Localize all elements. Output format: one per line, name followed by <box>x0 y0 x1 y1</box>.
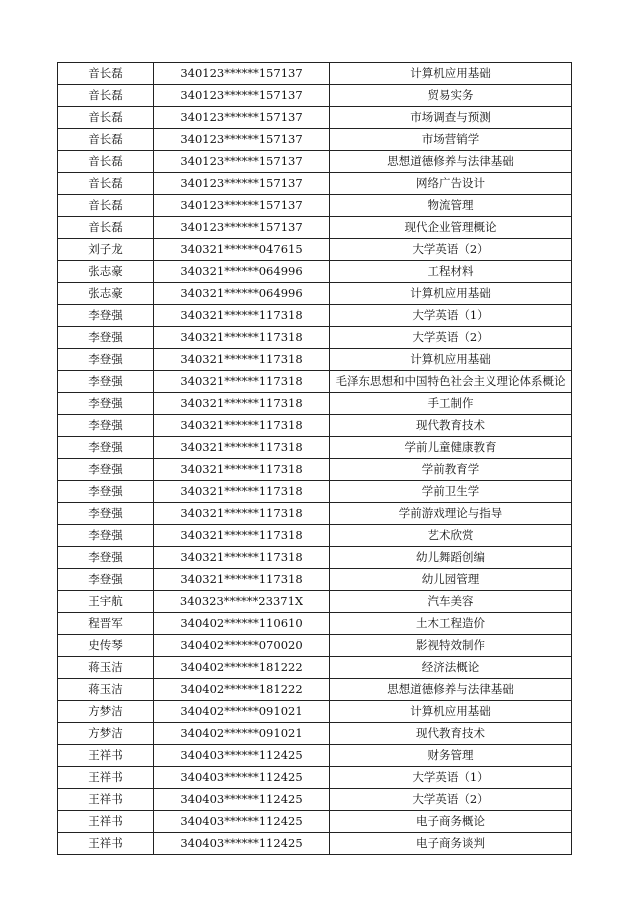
table-row <box>58 217 572 239</box>
name-cell: 李登强 <box>58 569 154 591</box>
id-number-cell: 340321******117318 <box>154 547 330 569</box>
id-number-cell: 340403******112425 <box>154 833 330 855</box>
table-row <box>58 195 572 217</box>
name-cell: 张志豪 <box>58 261 154 283</box>
table-row <box>58 613 572 635</box>
table-row <box>58 371 572 393</box>
id-number-cell: 340321******117318 <box>154 459 330 481</box>
table-row <box>58 789 572 811</box>
id-number-cell: 340321******117318 <box>154 525 330 547</box>
name-cell: 程晋军 <box>58 613 154 635</box>
id-number-cell: 340402******181222 <box>154 679 330 701</box>
name-cell: 蒋玉洁 <box>58 657 154 679</box>
course-cell: 电子商务谈判 <box>330 833 572 855</box>
table-row <box>58 811 572 833</box>
table-row <box>58 459 572 481</box>
name-cell: 音长磊 <box>58 151 154 173</box>
name-cell: 李登强 <box>58 305 154 327</box>
id-number-cell: 340402******091021 <box>154 723 330 745</box>
course-cell: 影视特效制作 <box>330 635 572 657</box>
table-row <box>58 437 572 459</box>
id-number-cell: 340403******112425 <box>154 789 330 811</box>
course-cell: 计算机应用基础 <box>330 349 572 371</box>
name-cell: 史传琴 <box>58 635 154 657</box>
id-number-cell: 340402******070020 <box>154 635 330 657</box>
name-cell: 音长磊 <box>58 85 154 107</box>
table-row <box>58 767 572 789</box>
name-cell: 音长磊 <box>58 195 154 217</box>
id-number-cell: 340321******064996 <box>154 261 330 283</box>
course-cell: 毛泽东思想和中国特色社会主义理论体系概论 <box>330 371 572 393</box>
name-cell: 李登强 <box>58 349 154 371</box>
id-number-cell: 340123******157137 <box>154 129 330 151</box>
name-cell: 音长磊 <box>58 63 154 85</box>
table-row <box>58 393 572 415</box>
course-cell: 手工制作 <box>330 393 572 415</box>
id-number-cell: 340403******112425 <box>154 767 330 789</box>
course-cell: 工程材料 <box>330 261 572 283</box>
course-cell: 学前卫生学 <box>330 481 572 503</box>
table-row <box>58 591 572 613</box>
name-cell: 音长磊 <box>58 107 154 129</box>
course-cell: 贸易实务 <box>330 85 572 107</box>
name-cell: 蒋玉洁 <box>58 679 154 701</box>
course-cell: 计算机应用基础 <box>330 283 572 305</box>
table-row <box>58 151 572 173</box>
name-cell: 李登强 <box>58 459 154 481</box>
table-row <box>58 107 572 129</box>
table-row <box>58 569 572 591</box>
table-row <box>58 283 572 305</box>
name-cell: 方梦洁 <box>58 723 154 745</box>
id-number-cell: 340402******110610 <box>154 613 330 635</box>
table-row <box>58 415 572 437</box>
table-row <box>58 261 572 283</box>
course-cell: 市场调查与预测 <box>330 107 572 129</box>
id-number-cell: 340321******064996 <box>154 283 330 305</box>
id-number-cell: 340321******117318 <box>154 349 330 371</box>
id-number-cell: 340123******157137 <box>154 195 330 217</box>
table-row <box>58 833 572 855</box>
id-number-cell: 340123******157137 <box>154 151 330 173</box>
course-cell: 艺术欣赏 <box>330 525 572 547</box>
id-number-cell: 340402******181222 <box>154 657 330 679</box>
course-cell: 大学英语（2） <box>330 327 572 349</box>
table-row <box>58 85 572 107</box>
table-row <box>58 481 572 503</box>
table-row <box>58 503 572 525</box>
id-number-cell: 340321******117318 <box>154 393 330 415</box>
course-cell: 现代企业管理概论 <box>330 217 572 239</box>
course-cell: 幼儿园管理 <box>330 569 572 591</box>
name-cell: 王祥书 <box>58 811 154 833</box>
name-cell: 李登强 <box>58 525 154 547</box>
table-row <box>58 723 572 745</box>
course-cell: 大学英语（2） <box>330 239 572 261</box>
course-cell: 网络广告设计 <box>330 173 572 195</box>
course-cell: 学前儿童健康教育 <box>330 437 572 459</box>
name-cell: 方梦洁 <box>58 701 154 723</box>
course-cell: 物流管理 <box>330 195 572 217</box>
name-cell: 音长磊 <box>58 173 154 195</box>
table-row <box>58 657 572 679</box>
id-number-cell: 340321******047615 <box>154 239 330 261</box>
table-row <box>58 239 572 261</box>
course-cell: 学前游戏理论与指导 <box>330 503 572 525</box>
course-cell: 大学英语（1） <box>330 767 572 789</box>
name-cell: 王祥书 <box>58 789 154 811</box>
name-cell: 王宇航 <box>58 591 154 613</box>
id-number-cell: 340123******157137 <box>154 173 330 195</box>
id-number-cell: 340123******157137 <box>154 217 330 239</box>
name-cell: 李登强 <box>58 437 154 459</box>
id-number-cell: 340402******091021 <box>154 701 330 723</box>
name-cell: 李登强 <box>58 393 154 415</box>
course-cell: 现代教育技术 <box>330 415 572 437</box>
table-row <box>58 305 572 327</box>
name-cell: 李登强 <box>58 547 154 569</box>
id-number-cell: 340123******157137 <box>154 107 330 129</box>
id-number-cell: 340321******117318 <box>154 371 330 393</box>
id-number-cell: 340123******157137 <box>154 85 330 107</box>
course-cell: 土木工程造价 <box>330 613 572 635</box>
table-row <box>58 349 572 371</box>
table-row <box>58 701 572 723</box>
name-cell: 王祥书 <box>58 745 154 767</box>
id-number-cell: 340321******117318 <box>154 437 330 459</box>
records-table-body <box>58 63 572 855</box>
id-number-cell: 340321******117318 <box>154 415 330 437</box>
name-cell: 刘子龙 <box>58 239 154 261</box>
course-cell: 幼儿舞蹈创编 <box>330 547 572 569</box>
id-number-cell: 340323******23371X <box>154 591 330 613</box>
course-cell: 学前教育学 <box>330 459 572 481</box>
table-row <box>58 173 572 195</box>
table-row <box>58 327 572 349</box>
table-row <box>58 635 572 657</box>
course-cell: 市场营销学 <box>330 129 572 151</box>
name-cell: 音长磊 <box>58 129 154 151</box>
table-row <box>58 547 572 569</box>
course-cell: 计算机应用基础 <box>330 701 572 723</box>
name-cell: 音长磊 <box>58 217 154 239</box>
name-cell: 李登强 <box>58 327 154 349</box>
course-cell: 现代教育技术 <box>330 723 572 745</box>
table-row <box>58 745 572 767</box>
course-cell: 思想道德修养与法律基础 <box>330 679 572 701</box>
id-number-cell: 340403******112425 <box>154 811 330 833</box>
table-row <box>58 679 572 701</box>
id-number-cell: 340321******117318 <box>154 503 330 525</box>
id-number-cell: 340321******117318 <box>154 305 330 327</box>
name-cell: 张志豪 <box>58 283 154 305</box>
course-cell: 思想道德修养与法律基础 <box>330 151 572 173</box>
table-row <box>58 525 572 547</box>
id-number-cell: 340321******117318 <box>154 327 330 349</box>
course-cell: 大学英语（1） <box>330 305 572 327</box>
course-cell: 电子商务概论 <box>330 811 572 833</box>
name-cell: 李登强 <box>58 415 154 437</box>
name-cell: 李登强 <box>58 503 154 525</box>
name-cell: 王祥书 <box>58 833 154 855</box>
id-number-cell: 340321******117318 <box>154 481 330 503</box>
name-cell: 李登强 <box>58 481 154 503</box>
course-cell: 经济法概论 <box>330 657 572 679</box>
course-cell: 汽车美容 <box>330 591 572 613</box>
course-cell: 计算机应用基础 <box>330 63 572 85</box>
course-cell: 大学英语（2） <box>330 789 572 811</box>
id-number-cell: 340123******157137 <box>154 63 330 85</box>
table-row <box>58 63 572 85</box>
name-cell: 王祥书 <box>58 767 154 789</box>
table-row <box>58 129 572 151</box>
course-cell: 财务管理 <box>330 745 572 767</box>
records-table <box>57 62 572 855</box>
name-cell: 李登强 <box>58 371 154 393</box>
id-number-cell: 340321******117318 <box>154 569 330 591</box>
id-number-cell: 340403******112425 <box>154 745 330 767</box>
